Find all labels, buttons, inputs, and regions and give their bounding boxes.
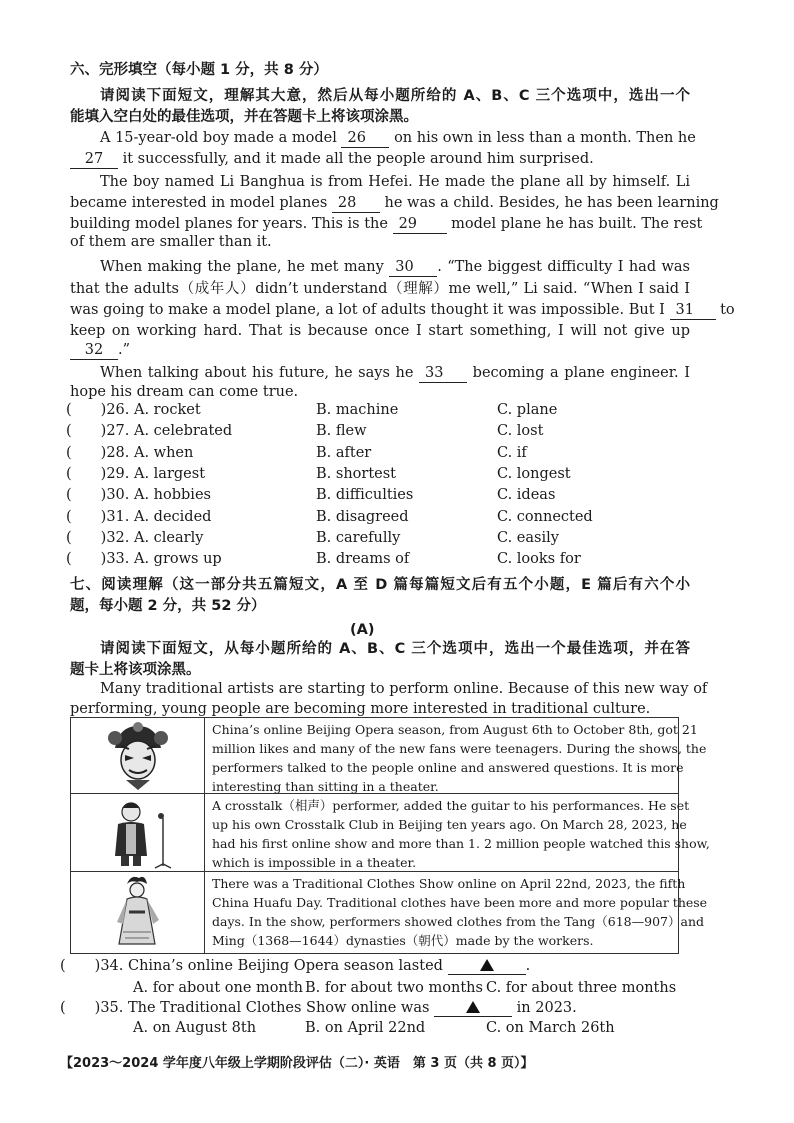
section7-instruction-line1: 请阅读下面短文，从每小题所给的 A、B、C 三个选项中，选出一个最佳选项，并在答 [100,641,690,657]
hanfu-lady-icon [71,872,205,953]
triangle-icon [480,959,494,971]
table-cell-line: million likes and many of the new fans were teenagers. During the shows, the [212,741,707,756]
table-cell-line: performers talked to the people online and answered questions. It is more [212,760,684,775]
section7-heading-line1: 七、阅读理解（这一部分共五篇短文，A 至 D 篇每篇短文后有五个小题，E 篇后有六个小 [70,577,690,593]
option-b: B. shortest [316,465,396,482]
passage-line: keep on working hard. That is because once I start something, I will not give up [70,323,690,339]
beijing-opera-mask-icon [71,718,205,793]
table-cell-line: interesting than sitting in a theater. [212,779,439,794]
blank-28: 28 [332,194,380,213]
reading-table [70,717,710,954]
option-b: B. machine [316,402,399,418]
option-c: C. ideas [497,487,556,504]
table-cell-line: China Huafu Day. Traditional clothes have been more and more popular these [212,895,708,910]
option-b: B. dreams of [316,551,410,568]
passage-line: When making the plane, he met many 30 . “The biggest difficulty I had was [100,259,690,275]
blank-26: 26 [341,129,389,148]
table-cell-text [212,796,710,872]
option-b: B. disagreed [316,508,409,525]
option-c: C. connected [497,508,593,525]
question-35-option-c: C. on March 26th [486,1020,615,1036]
reading-intro-line1: Many traditional artists are starting to perform online. Because of this new way of [100,681,708,697]
table-cell-line: There was a Traditional Clothes Show online on April 22nd, 2023, the fifth [212,876,686,891]
part-label: (A) [350,622,375,638]
passage-line: was going to make a model plane, a lot of adults thought it was impossible. But I 31 to [70,302,735,318]
question-34-option-a: A. for about one month [133,980,303,996]
blank-27: 27 [70,150,118,169]
table-row [71,794,710,872]
question-34-option-c: C. for about three months [486,980,677,996]
table-cell-line: up his own Crosstalk Club in Beijing ten years ago. On March 28, 2023, he [212,817,687,832]
blank-33: 33 [419,364,467,383]
option-b: B. difficulties [316,487,414,504]
option-a: ( )28. A. when [66,444,194,461]
reading-intro-line2: performing, young people are becoming more interested in traditional culture. [70,701,651,717]
option-b: B. flew [316,423,367,440]
option-a: ( )31. A. decided [66,508,212,525]
passage-line: of them are smaller than it. [70,234,272,250]
option-a: ( )33. A. grows up [66,551,222,568]
section6-instruction-line1: 请阅读下面短文，理解其大意，然后从每小题所给的 A、B、C 三个选项中，选出一个 [100,88,690,104]
answer-blank [434,1000,512,1017]
passage-line: 32 .” [70,340,690,361]
option-b: B. after [316,444,372,461]
table-cell-line: Ming（1368—1644）dynasties（朝代）made by the workers. [212,933,594,948]
question-34-option-b: B. for about two months [305,980,483,996]
table-cell-text [212,874,708,950]
option-c: C. lost [497,423,544,440]
table-cell-line: had his first online show and more than 1. 2 million people watched this show, [212,836,710,851]
passage-line: that the adults（成年人）didn’t understand（理解）me well,” Li said. “When I said I [70,281,690,297]
triangle-icon [466,1001,480,1013]
section7-heading-line2: 题，每小题 2 分，共 52 分） [70,598,266,614]
section7-instruction-line2: 题卡上将该项涂黑。 [70,662,201,678]
option-a: ( )27. A. celebrated [66,423,233,440]
answer-blank [448,958,526,975]
question-35: ( )35. The Traditional Clothes Show online was in 2023. [60,1000,577,1016]
table-cell-line: days. In the show, performers showed clothes from the Tang（618—907）and [212,914,704,929]
option-a: ( )29. A. largest [66,465,206,482]
option-c: C. looks for [497,551,581,568]
option-a: ( )26. A. rocket [66,402,201,418]
blank-30: 30 [389,258,437,277]
section6-instruction-line2: 能填入空白处的最佳选项，并在答题卡上将该项涂黑。 [70,109,418,125]
passage-line: A 15-year-old boy made a model 26 on his own in less than a month. Then he [100,130,696,146]
passage-line: building model planes for years. This is the 29 model plane he has built. The rest [70,216,703,232]
option-c: C. longest [497,465,571,482]
question-34: ( )34. China’s online Beijing Opera season lasted . [60,958,531,974]
option-a: ( )32. A. clearly [66,529,204,546]
table-cell-line: A crosstalk（相声）performer, added the guitar to his performances. He set [212,798,690,813]
option-b: B. carefully [316,529,401,546]
option-c: C. easily [497,529,559,546]
question-35-option-a: A. on August 8th [133,1020,257,1036]
table-cell-line: China’s online Beijing Opera season, from August 6th to October 8th, got 21 [212,722,698,737]
blank-32: 32 [70,341,118,360]
table-row [71,872,708,953]
option-a: ( )30. A. hobbies [66,487,211,504]
table-row [71,718,707,794]
table-cell-line: which is impossible in a theater. [212,855,417,870]
option-c: C. if [497,444,527,461]
question-35-option-b: B. on April 22nd [305,1020,426,1036]
table-cell-text [212,720,707,796]
blank-31: 31 [670,301,716,320]
passage-line: hope his dream can come true. [70,384,299,400]
passage-line: When talking about his future, he says he 33 becoming a plane engineer. I [100,365,691,381]
passage-line: became interested in model planes 28 he was a child. Besides, he has been learning [70,195,719,211]
crosstalk-performer-icon [71,794,205,871]
passage-line: The boy named Li Banghua is from Hefei. He made the plane all by himself. Li [100,174,690,190]
page-footer: 【2023～2024 学年度八年级上学期阶段评估（二）· 英语 第 3 页（共 8 页）】 [60,1056,534,1071]
passage-line: 27 it successfully, and it made all the people around him surprised. [70,149,690,170]
blank-29: 29 [393,215,447,234]
option-c: C. plane [497,402,558,418]
section6-heading: 六、完形填空（每小题 1 分，共 8 分） [70,62,328,78]
